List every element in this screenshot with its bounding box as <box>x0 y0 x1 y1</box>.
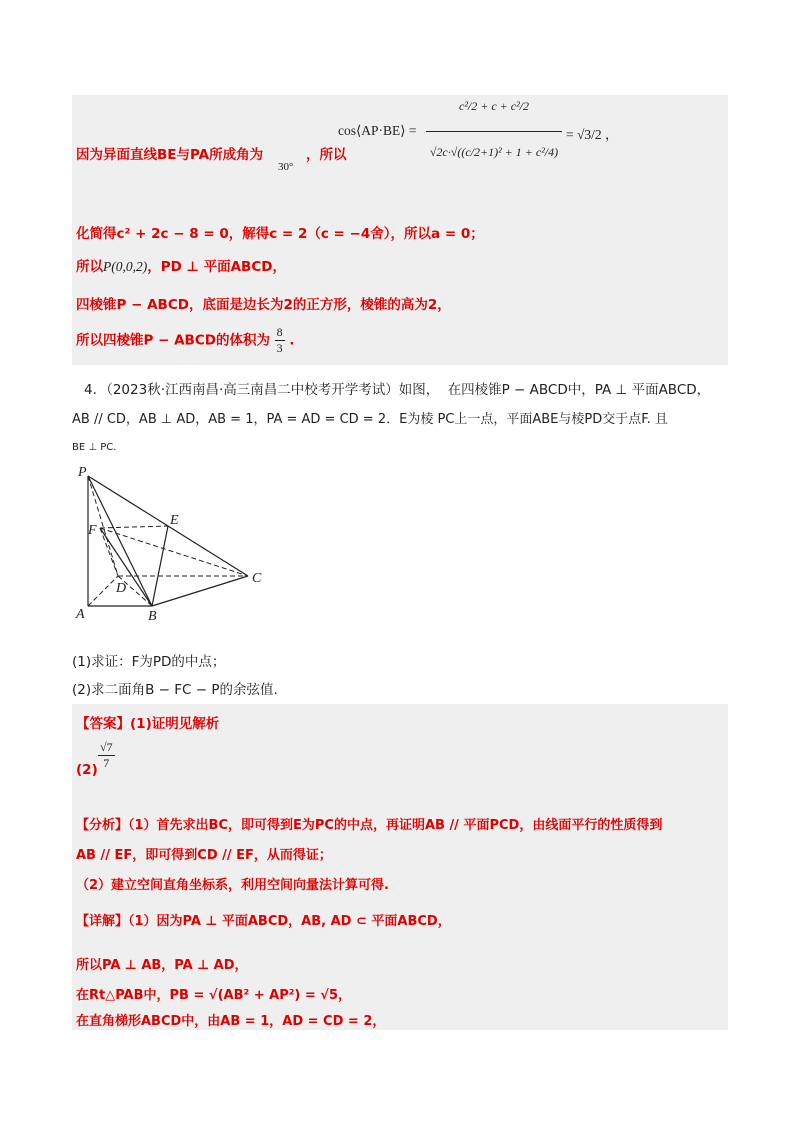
answer-part-2-fraction: $\frac{√7}{7}$ <box>100 740 113 770</box>
detail-line-4: 在直角梯形ABCD中，由AB = 1，AD = CD = 2， <box>76 1014 386 1029</box>
label-B: B <box>148 609 157 622</box>
analysis-line-3: （2）建立空间直角坐标系，利用空间向量法计算可得. <box>76 878 389 893</box>
simplify-line: 化简得c² + 2c − 8 = 0，解得c = 2（c = −4舍），所以a = 0； <box>76 226 484 242</box>
cos-numerator: c²/2 + c + c²/2 <box>458 99 530 113</box>
detail-line-1: 【详解】（1）因为PA ⊥ 平面ABCD，AB, AD ⊂ 平面ABCD， <box>76 914 451 929</box>
problem-conditions: AB // CD，AB ⊥ AD，AB = 1，PA = AD = CD = 2．E为棱 PC上一点，平面ABE与棱PD交于点F. 且 <box>72 412 668 427</box>
angle-sentence: 因为异面直线BE与PA所成角为 <box>76 147 264 163</box>
answer-label: 【答案】(1)证明见解析 <box>76 716 220 732</box>
detail-line-2: 所以PA ⊥ AB，PA ⊥ AD， <box>76 958 248 973</box>
edge-AD <box>88 576 118 606</box>
pyramid-figure <box>72 462 272 622</box>
label-C: C <box>252 571 262 586</box>
detail-line-3: 在Rt△PAB中，PB = √(AB² + AP²) = √5， <box>76 988 352 1003</box>
segment-FC <box>100 528 248 576</box>
label-E: E <box>170 513 179 528</box>
answer-part-2: (2) <box>76 762 98 778</box>
label-F: F <box>88 523 97 538</box>
coordinate-line: 所以P(0,0,2)，PD ⊥ 平面ABCD， <box>76 259 286 275</box>
solution-tail-panel <box>72 95 728 365</box>
cos-fraction-bar <box>426 131 562 132</box>
problem-part-1: (1)求证：F为PD的中点； <box>72 654 226 670</box>
cos-rhs: = √3/2 ， <box>566 127 619 142</box>
angle-value: 30° <box>278 161 294 173</box>
problem-part-2: (2)求二面角B − FC − P的余弦值. <box>72 682 278 698</box>
analysis-line-1: 【分析】（1）首先求出BC，即可得到E为PC的中点，再证明AB // 平面PCD，由线面平行的性质得到 <box>76 818 663 833</box>
cos-lhs: cos⟨AP·BE⟩ = <box>338 123 417 138</box>
label-D: D <box>116 581 127 596</box>
answer-panel <box>72 704 728 1030</box>
label-A: A <box>76 607 85 622</box>
pyramid-line: 四棱锥P − ABCD，底面是边长为2的正方形，棱锥的高为2， <box>76 297 451 313</box>
segment-BE <box>152 526 168 606</box>
problem-condition-be-pc: BE ⊥ PC． <box>72 442 124 453</box>
volume-line: 所以四棱锥P − ABCD的体积为 $\frac{8}{3}$ . <box>76 325 295 355</box>
so-text: ，所以 <box>306 147 347 163</box>
analysis-line-2: AB // EF，即可得到CD // EF，从而得证； <box>76 848 332 863</box>
edge-BC <box>152 576 248 606</box>
volume-fraction: $\frac{8}{3}$ <box>276 325 283 355</box>
segment-FE <box>100 526 168 528</box>
cos-denominator: √2c·√((c/2+1)² + 1 + c²/4) <box>429 145 559 159</box>
problem-header: 4．（2023秋·江西南昌·高三南昌二中校考开学考试）如图， 在四棱锥P − ABCD中，PA ⊥ 平面ABCD， <box>84 382 711 398</box>
label-P: P <box>78 465 87 480</box>
